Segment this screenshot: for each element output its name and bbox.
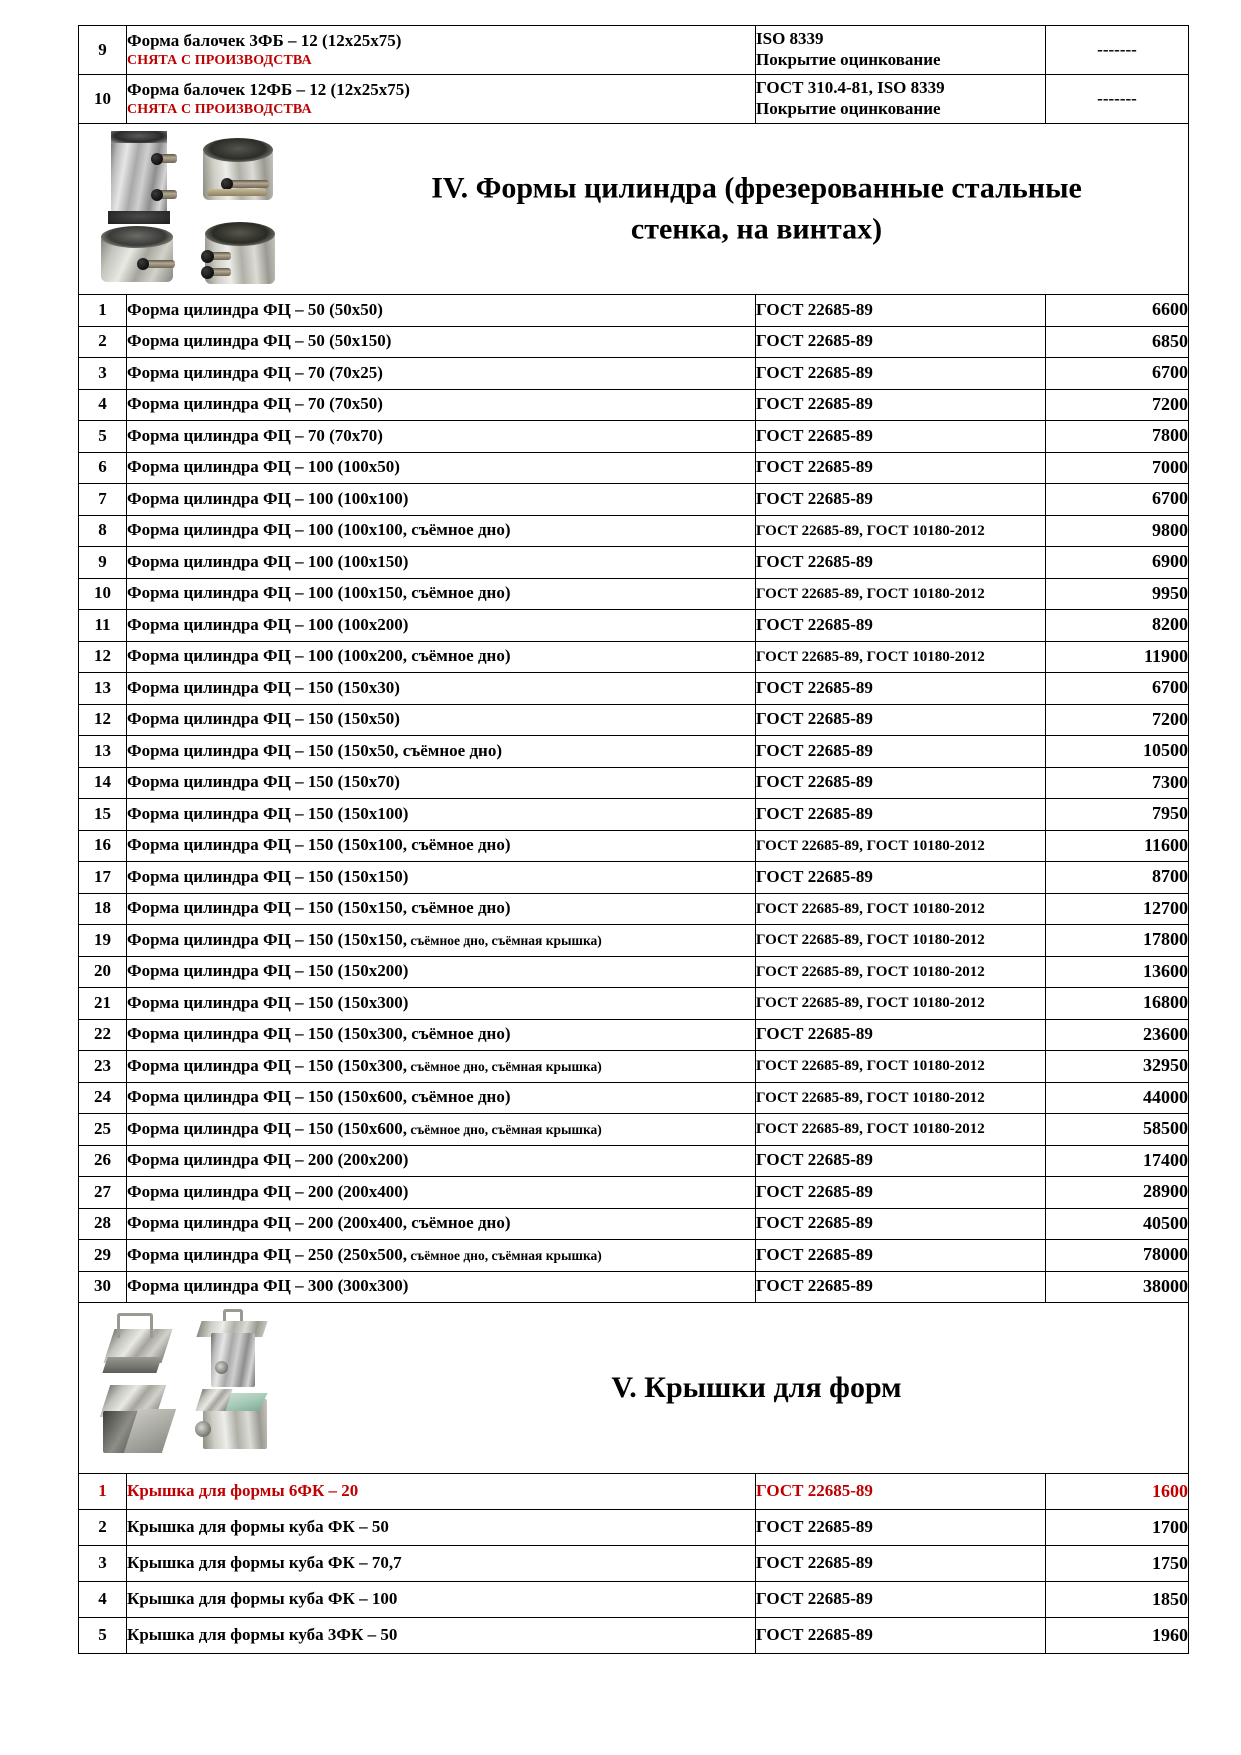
row-price: 6850 [1046,326,1189,358]
row-standard [756,26,1046,75]
table-row [79,1145,1189,1177]
table-row [79,1582,1189,1618]
section-v-title: V. Крышки для форм [611,1370,902,1404]
row-standard: ГОСТ 22685-89, ГОСТ 10180-2012 [756,1082,1046,1114]
product-detail: съёмное дно, съёмная крышка) [407,1247,602,1263]
table-row [79,421,1189,453]
row-product-name [127,26,756,75]
section-iv-banner [79,124,1189,295]
table-row [79,484,1189,516]
product-title: Форма цилиндра ФЦ – 150 (150x30) [127,677,400,697]
product-title: Форма цилиндра ФЦ – 150 (150x100) [127,803,409,823]
row-number: 27 [79,1177,127,1209]
row-product-name [127,736,756,768]
row-product-name [127,75,756,124]
row-price: 40500 [1046,1208,1189,1240]
product-title: Форма цилиндра ФЦ – 70 (70x25) [127,362,383,382]
row-price: ------- [1046,75,1189,124]
table-row [79,326,1189,358]
product-title: Форма цилиндра ФЦ – 250 (250x500, [127,1244,408,1264]
mold-lid-icon-3 [99,1385,175,1457]
row-price: 16800 [1046,988,1189,1020]
row-number: 17 [79,862,127,894]
row-price: ------- [1046,26,1189,75]
table-row [79,799,1189,831]
section-banner-row-v [79,1303,1189,1474]
standard-line-2: Покрытие оцинкование [756,50,941,69]
row-price: 38000 [1046,1271,1189,1303]
row-product-name [127,547,756,579]
table-row [79,830,1189,862]
row-product-name [127,578,756,610]
row-price: 7200 [1046,704,1189,736]
row-product-name [127,956,756,988]
row-product-name [127,893,756,925]
table-row [79,1051,1189,1083]
table-row [79,610,1189,642]
product-title: Форма цилиндра ФЦ – 150 (150x600, [127,1118,408,1138]
row-price: 9800 [1046,515,1189,547]
table-row [79,673,1189,705]
cylinder-molds-photo [93,130,333,288]
row-product-name [127,925,756,957]
row-product-name: Крышка для формы куба ФК – 100 [127,1582,756,1618]
row-product-name [127,862,756,894]
product-title: Форма цилиндра ФЦ – 150 (150x50, съёмное дно) [127,740,502,760]
row-product-name [127,1082,756,1114]
table-row [79,704,1189,736]
product-title: Форма цилиндра ФЦ – 150 (150x150, [127,929,408,949]
row-standard: ГОСТ 22685-89 [756,326,1046,358]
product-title: Форма цилиндра ФЦ – 150 (150x200) [127,961,409,981]
table-row [79,925,1189,957]
row-standard: ГОСТ 22685-89, ГОСТ 10180-2012 [756,515,1046,547]
row-number: 1 [79,1474,127,1510]
standard-line-2: Покрытие оцинкование [756,99,941,118]
row-standard: ГОСТ 22685-89, ГОСТ 10180-2012 [756,830,1046,862]
row-number: 12 [79,704,127,736]
row-number: 15 [79,799,127,831]
product-title: Форма цилиндра ФЦ – 150 (150x50) [127,709,400,729]
row-price: 6600 [1046,295,1189,327]
row-product-name: Крышка для формы куба 3ФК – 50 [127,1618,756,1654]
row-number: 5 [79,421,127,453]
discontinued-label: СНЯТА С ПРОИЗВОДСТВА [127,102,312,118]
row-standard: ГОСТ 22685-89 [756,295,1046,327]
row-price: 58500 [1046,1114,1189,1146]
row-product-name [127,1019,756,1051]
row-product-name [127,1240,756,1272]
table-row [79,988,1189,1020]
row-price: 44000 [1046,1082,1189,1114]
row-number: 4 [79,389,127,421]
row-price: 1850 [1046,1582,1189,1618]
standard-line-1: ISO 8339 [756,29,824,49]
row-number: 26 [79,1145,127,1177]
row-standard: ГОСТ 22685-89 [756,1510,1046,1546]
row-product-name [127,515,756,547]
row-price: 78000 [1046,1240,1189,1272]
row-number: 30 [79,1271,127,1303]
row-number: 7 [79,484,127,516]
cylinder-mold-icon-1 [111,136,167,218]
row-standard: ГОСТ 22685-89 [756,1618,1046,1654]
product-title: Форма цилиндра ФЦ – 100 (100x100, съёмное дно) [127,520,511,540]
row-price: 32950 [1046,1051,1189,1083]
row-standard: ГОСТ 22685-89 [756,1474,1046,1510]
table-body [79,26,1189,1654]
row-number: 13 [79,673,127,705]
row-price: 6700 [1046,358,1189,390]
product-title: Форма цилиндра ФЦ – 150 (150x300, съёмное дно) [127,1024,511,1044]
row-standard: ГОСТ 22685-89 [756,736,1046,768]
row-price: 1600 [1046,1474,1189,1510]
row-price: 12700 [1046,893,1189,925]
price-list-table [78,25,1189,1654]
product-title: Форма цилиндра ФЦ – 150 (150x70) [127,772,400,792]
row-standard: ГОСТ 22685-89 [756,1177,1046,1209]
table-row [79,1019,1189,1051]
table-row [79,452,1189,484]
row-price: 23600 [1046,1019,1189,1051]
row-product-name [127,389,756,421]
row-number: 23 [79,1051,127,1083]
table-row [79,1474,1189,1510]
row-standard: ГОСТ 22685-89 [756,484,1046,516]
row-number: 12 [79,641,127,673]
row-number: 10 [79,75,127,124]
row-number: 20 [79,956,127,988]
row-number: 2 [79,326,127,358]
row-number: 6 [79,452,127,484]
row-standard: ГОСТ 22685-89 [756,452,1046,484]
row-product-name [127,452,756,484]
row-standard: ГОСТ 22685-89 [756,421,1046,453]
row-product-name [127,1177,756,1209]
row-price: 1750 [1046,1546,1189,1582]
row-number: 22 [79,1019,127,1051]
row-number: 1 [79,295,127,327]
row-number: 29 [79,1240,127,1272]
row-product-name [127,830,756,862]
row-standard: ГОСТ 22685-89 [756,389,1046,421]
table-row [79,1271,1189,1303]
row-standard [756,75,1046,124]
row-price: 7200 [1046,389,1189,421]
product-title: Форма цилиндра ФЦ – 100 (100x200) [127,614,409,634]
product-detail: съёмное дно, съёмная крышка) [407,1058,602,1074]
table-row [79,1618,1189,1654]
table-row [79,295,1189,327]
row-product-name [127,673,756,705]
row-product-name [127,1114,756,1146]
table-row [79,547,1189,579]
row-standard: ГОСТ 22685-89 [756,767,1046,799]
table-row [79,358,1189,390]
row-product-name [127,358,756,390]
section-banner-row-iv [79,124,1189,295]
row-number: 13 [79,736,127,768]
product-detail: съёмное дно, съёмная крышка) [407,1121,602,1137]
table-row [79,578,1189,610]
row-product-name: Крышка для формы куба ФК – 70,7 [127,1546,756,1582]
row-standard: ГОСТ 22685-89 [756,1582,1046,1618]
row-product-name [127,988,756,1020]
cylinder-mold-icon-2 [201,140,275,204]
row-standard: ГОСТ 22685-89, ГОСТ 10180-2012 [756,956,1046,988]
row-number: 11 [79,610,127,642]
row-number: 4 [79,1582,127,1618]
row-standard: ГОСТ 22685-89 [756,862,1046,894]
row-number: 8 [79,515,127,547]
table-row [79,389,1189,421]
row-price: 6700 [1046,484,1189,516]
row-standard: ГОСТ 22685-89 [756,1145,1046,1177]
row-product-name [127,1145,756,1177]
row-number: 16 [79,830,127,862]
table-row [79,893,1189,925]
table-row [79,1546,1189,1582]
product-title: Форма цилиндра ФЦ – 200 (200x200) [127,1150,409,1170]
mold-lids-photo [93,1309,333,1467]
table-row [79,1114,1189,1146]
row-product-name: Крышка для формы 6ФК – 20 [127,1474,756,1510]
table-row [79,75,1189,124]
product-title: Форма цилиндра ФЦ – 200 (200x400) [127,1181,409,1201]
section-iv-title [349,169,1164,250]
product-title: Форма цилиндра ФЦ – 150 (150x150, съёмное дно) [127,898,511,918]
product-title: Форма цилиндра ФЦ – 70 (70x50) [127,394,383,414]
row-price: 8700 [1046,862,1189,894]
row-product-name [127,1208,756,1240]
table-row [79,641,1189,673]
table-row [79,26,1189,75]
row-number: 28 [79,1208,127,1240]
row-product-name [127,326,756,358]
product-title: Форма цилиндра ФЦ – 150 (150x300) [127,992,409,1012]
row-number: 19 [79,925,127,957]
product-title: Форма цилиндра ФЦ – 150 (150x300, [127,1055,408,1075]
row-product-name [127,1051,756,1083]
product-title: Форма цилиндра ФЦ – 300 (300x300) [127,1276,409,1296]
row-standard: ГОСТ 22685-89 [756,1208,1046,1240]
row-standard: ГОСТ 22685-89 [756,1546,1046,1582]
product-title: Форма цилиндра ФЦ – 100 (100x150) [127,551,409,571]
section-v-banner [79,1303,1189,1474]
cylinder-mold-icon-3 [101,226,173,284]
table-row [79,956,1189,988]
row-number: 21 [79,988,127,1020]
row-product-name [127,1271,756,1303]
row-standard: ГОСТ 22685-89, ГОСТ 10180-2012 [756,641,1046,673]
row-price: 28900 [1046,1177,1189,1209]
table-row [79,1240,1189,1272]
row-product-name: Крышка для формы куба ФК – 50 [127,1510,756,1546]
row-standard: ГОСТ 22685-89, ГОСТ 10180-2012 [756,893,1046,925]
table-row [79,736,1189,768]
discontinued-label: СНЯТА С ПРОИЗВОДСТВА [127,53,312,69]
row-number: 24 [79,1082,127,1114]
row-price: 9950 [1046,578,1189,610]
row-product-name [127,484,756,516]
row-product-name [127,767,756,799]
row-price: 1960 [1046,1618,1189,1654]
row-product-name [127,799,756,831]
product-title: Форма цилиндра ФЦ – 100 (100x100) [127,488,409,508]
row-standard: ГОСТ 22685-89 [756,610,1046,642]
product-detail: съёмное дно, съёмная крышка) [407,932,602,948]
mold-lid-icon-1 [101,1313,181,1375]
row-product-name [127,295,756,327]
row-price: 13600 [1046,956,1189,988]
cylinder-mold-icon-4 [203,222,277,286]
table-row [79,1510,1189,1546]
standard-line-1: ГОСТ 310.4-81, ISO 8339 [756,78,945,98]
row-standard: ГОСТ 22685-89 [756,358,1046,390]
table-row [79,767,1189,799]
row-standard: ГОСТ 22685-89 [756,799,1046,831]
product-title: Форма цилиндра ФЦ – 150 (150x600, съёмное дно) [127,1087,511,1107]
row-number: 3 [79,1546,127,1582]
row-product-name [127,610,756,642]
table-row [79,1177,1189,1209]
row-price: 6700 [1046,673,1189,705]
row-number: 2 [79,1510,127,1546]
row-number: 5 [79,1618,127,1654]
row-price: 11600 [1046,830,1189,862]
row-price: 7000 [1046,452,1189,484]
row-standard: ГОСТ 22685-89, ГОСТ 10180-2012 [756,1051,1046,1083]
product-title: Форма цилиндра ФЦ – 200 (200x400, съёмное дно) [127,1213,511,1233]
row-standard: ГОСТ 22685-89 [756,1271,1046,1303]
row-number: 25 [79,1114,127,1146]
row-price: 7300 [1046,767,1189,799]
row-standard: ГОСТ 22685-89, ГОСТ 10180-2012 [756,1114,1046,1146]
row-product-name [127,641,756,673]
row-standard: ГОСТ 22685-89, ГОСТ 10180-2012 [756,925,1046,957]
row-price: 8200 [1046,610,1189,642]
row-standard: ГОСТ 22685-89 [756,1240,1046,1272]
section-iv-title-line-1: IV. Формы цилиндра (фрезерованные стальные [431,171,1082,205]
product-title: Форма цилиндра ФЦ – 150 (150x150) [127,866,409,886]
product-title: Форма цилиндра ФЦ – 50 (50x150) [127,331,392,351]
table-row [79,862,1189,894]
product-title: Форма цилиндра ФЦ – 100 (100x50) [127,457,400,477]
row-standard: ГОСТ 22685-89 [756,704,1046,736]
row-number: 9 [79,26,127,75]
row-number: 18 [79,893,127,925]
row-price: 10500 [1046,736,1189,768]
mold-lid-icon-4 [193,1387,279,1457]
row-standard: ГОСТ 22685-89 [756,1019,1046,1051]
row-price: 11900 [1046,641,1189,673]
row-price: 17800 [1046,925,1189,957]
section-iv-title-line-2: стенка, на винтах) [630,212,883,245]
row-number: 14 [79,767,127,799]
product-title: Форма цилиндра ФЦ – 50 (50x50) [127,299,383,319]
table-row [79,515,1189,547]
mold-lid-icon-2 [197,1309,269,1389]
row-standard: ГОСТ 22685-89, ГОСТ 10180-2012 [756,988,1046,1020]
row-price: 17400 [1046,1145,1189,1177]
product-title: Форма цилиндра ФЦ – 150 (150x100, съёмное дно) [127,835,511,855]
row-price: 7950 [1046,799,1189,831]
row-number: 10 [79,578,127,610]
row-number: 3 [79,358,127,390]
row-price: 1700 [1046,1510,1189,1546]
row-standard: ГОСТ 22685-89 [756,673,1046,705]
product-title: Форма цилиндра ФЦ – 100 (100x200, съёмное дно) [127,646,511,666]
row-number: 9 [79,547,127,579]
row-price: 6900 [1046,547,1189,579]
table-row [79,1082,1189,1114]
product-title: Форма цилиндра ФЦ – 70 (70x70) [127,425,383,445]
row-standard: ГОСТ 22685-89, ГОСТ 10180-2012 [756,578,1046,610]
row-product-name [127,704,756,736]
product-title: Форма цилиндра ФЦ – 100 (100x150, съёмное дно) [127,583,511,603]
row-standard: ГОСТ 22685-89 [756,547,1046,579]
table-row [79,1208,1189,1240]
row-price: 7800 [1046,421,1189,453]
row-product-name [127,421,756,453]
product-title: Форма балочек 12ФБ – 12 (12x25x75) [127,79,410,99]
product-title: Форма балочек 3ФБ – 12 (12x25x75) [127,30,402,50]
